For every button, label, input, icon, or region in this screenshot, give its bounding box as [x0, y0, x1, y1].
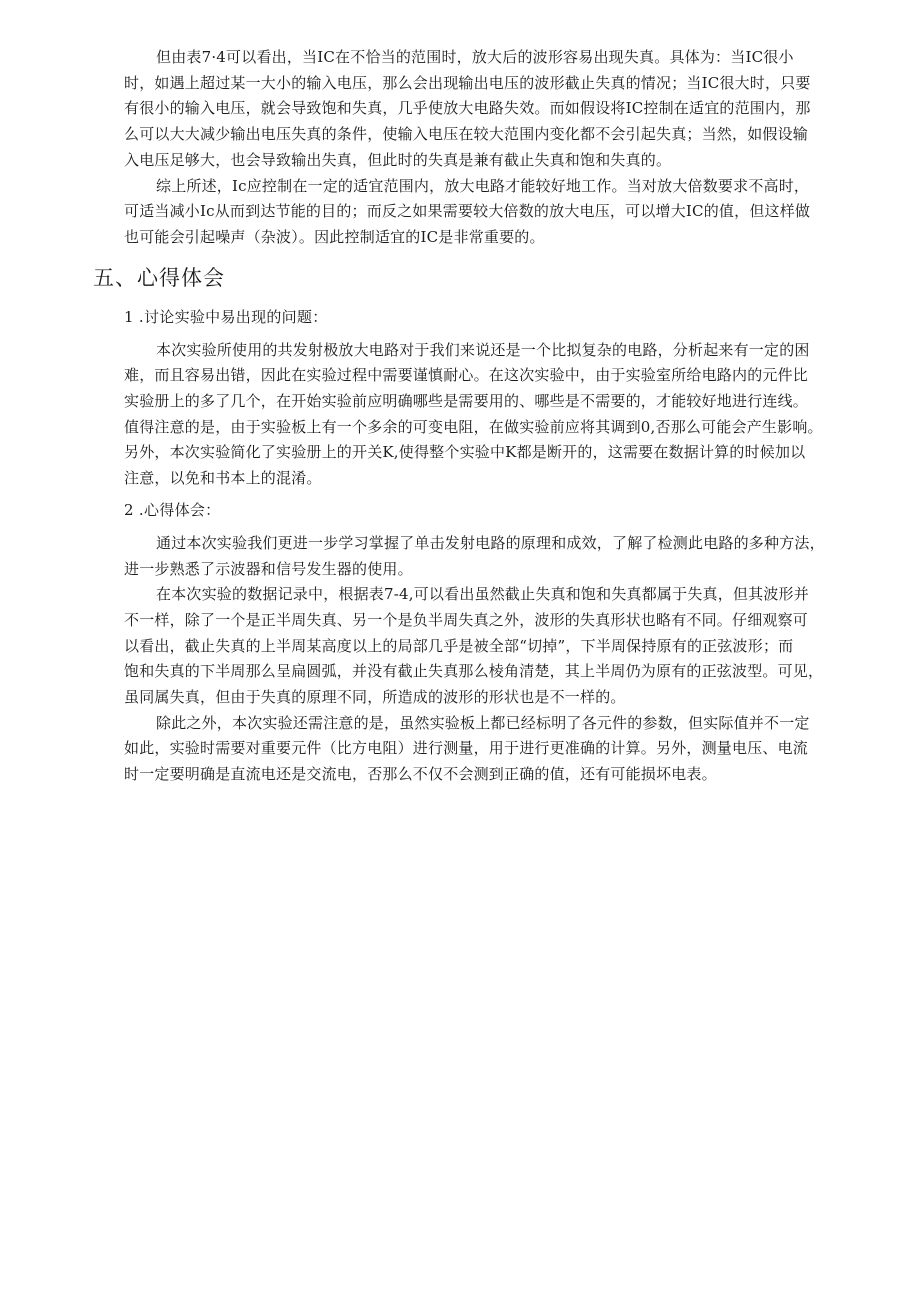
section-title: 五、心得体会: [93, 265, 225, 290]
paragraph-ic-range-distortion: 但由表7·4可以看出，当IC在不恰当的范围时，放大后的波形容易出现失真。具体为：当IC很小 时，如遇上超过某一大小的输入电压，那么会出现输出电压的波形截止失真的情况；当IC很大时，只要 有很小的输入电压，就会导致饱和失真，几乎使放大电路失效。而如假设将IC控制在适宜的范围内，那 么可以大大减少输出电压失真的条件，使输入电压在较大范围内变化都不会引起失真；当然，如假设输 入电压足够大，也会导致输出失真，但此时的失真是兼有截止失真和饱和失真的。: [124, 48, 811, 169]
subheading-experience: 2 .心得体会：: [124, 500, 221, 519]
paragraph-problems: 本次实验所使用的共发射极放大电路对于我们来说还是一个比拟复杂的电路，分析起来有一定的困 难，而且容易出错，因此在实验过程中需要谨慎耐心。在这次实验中，由于实验室所给电路内的元件比 实验册上的多了几个，在开始实验前应明确哪些是需要用的、哪些是不需要的，才能较好地进行连线。 值得注意的是，由于实验板上有一个多余的可变电阻，在做实验前应将其调到0,否那么可能会产生影响。 另外，本次实验简化了实验册上的开关K,使得整个实验中K都是断开的，这需要在数据计算的时候加以 注意，以免和书本上的混淆。: [124, 340, 823, 488]
document-body: [93, 45, 836, 788]
subheading-problems: 1 .讨论实验中易出现的问题：: [124, 307, 328, 326]
paragraph-experience-1: 通过本次实验我们更进一步学习掌握了单击发射电路的原理和成效，了解了检测此电路的多种方法， 进一步熟悉了示波器和信号发生器的使用。: [124, 533, 825, 578]
paragraph-experience-2: 在本次实验的数据记录中，根据表7-4,可以看出虽然截止失真和饱和失真都属于失真，但其波形并 不一样，除了一个是正半周失真、另一个是负半周失真之外，波形的失真形状也略有不同。仔细观察可 以看出，截止失真的上半周某高度以上的局部几乎是被全部“切掉”，下半周保持原有的正弦波形；而 饱和失真的下半周那么呈扁圆弧，并没有截止失真那么棱角清楚，其上半周仍为原有的正弦波型。可见， 虽同属失真，但由于失真的原理不同，所造成的波形的形状也是不一样的。: [124, 585, 824, 707]
paragraph-summary: 综上所述，Ic应控制在一定的适宜范围内，放大电路才能较好地工作。当对放大倍数要求不高时， 可适当减小Ic从而到达节能的目的；而反之如果需要较大倍数的放大电压，可以增大IC的值，但这样做 也可能会引起噪声（杂波）。因此控制适宜的IC是非常重要的。: [124, 176, 811, 246]
paragraph-experience-3: 除此之外，本次实验还需注意的是，虽然实验板上都已经标明了各元件的参数，但实际值并不一定 如此，实验时需要对重要元件（比方电阻）进行测量，用于进行更准确的计算。另外，测量电压、电流 时一定要明确是直流电还是交流电，否那么不仅不会测到正确的值，还有可能损坏电表。: [124, 713, 810, 784]
